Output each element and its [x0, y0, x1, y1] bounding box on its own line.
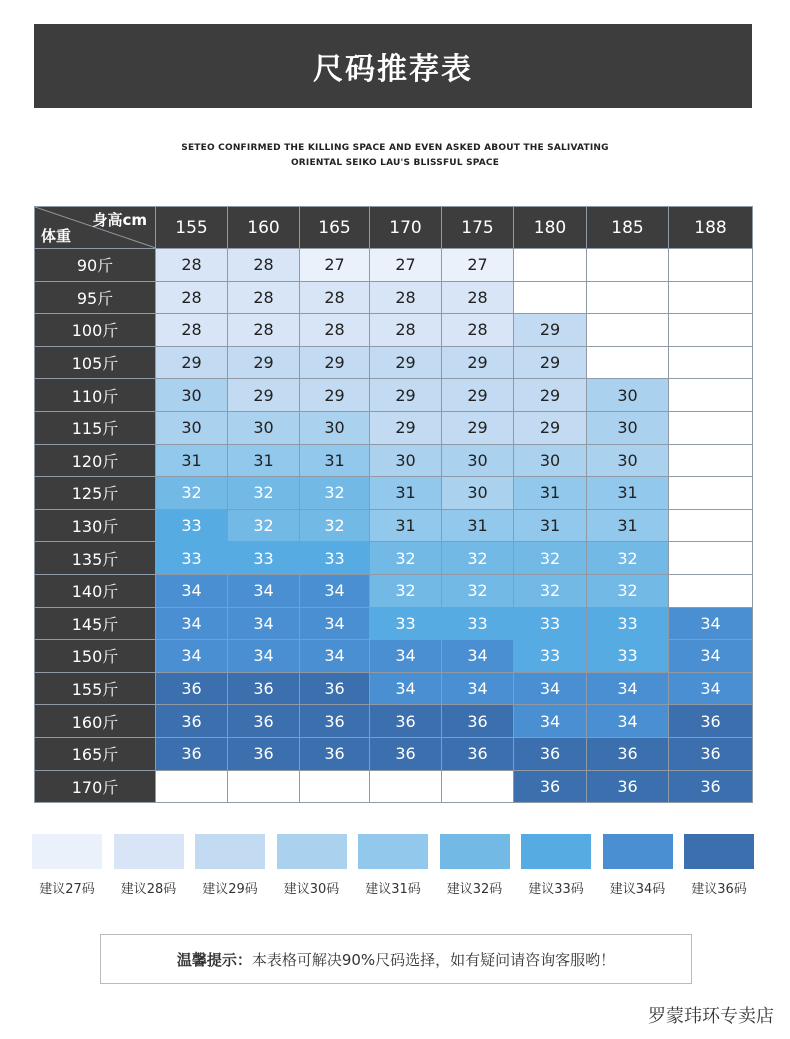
size-cell: 30: [156, 379, 228, 412]
size-cell: 34: [669, 672, 753, 705]
size-cell: [300, 770, 370, 803]
size-cell: 31: [587, 509, 669, 542]
legend-label: 建议27码: [39, 882, 95, 897]
table-row: [35, 411, 753, 444]
table-row: [35, 314, 753, 347]
size-cell: 33: [300, 542, 370, 575]
size-cell: 36: [228, 737, 300, 770]
size-cell: 29: [370, 411, 442, 444]
size-cell: 36: [156, 737, 228, 770]
legend-item: [440, 834, 510, 897]
size-cell: [669, 411, 753, 444]
table-row: [35, 640, 753, 673]
height-header-cell: 185: [587, 207, 669, 249]
size-cell: [669, 477, 753, 510]
size-cell: 34: [300, 640, 370, 673]
size-cell: [514, 249, 587, 282]
size-cell: [669, 444, 753, 477]
legend-item: [114, 834, 184, 897]
size-cell: 34: [228, 640, 300, 673]
size-cell: 29: [442, 411, 514, 444]
weight-header-cell: 165斤: [35, 737, 156, 770]
size-cell: 34: [300, 574, 370, 607]
size-cell: 28: [228, 249, 300, 282]
legend-label: 建议31码: [365, 882, 421, 897]
weight-header-cell: 130斤: [35, 509, 156, 542]
size-cell: 36: [228, 705, 300, 738]
legend-swatch: [440, 834, 510, 869]
size-cell: [669, 249, 753, 282]
size-cell: 29: [300, 346, 370, 379]
size-chart-table: [34, 206, 753, 803]
size-cell: 28: [370, 281, 442, 314]
weight-header-cell: 135斤: [35, 542, 156, 575]
legend-label: 建议36码: [691, 882, 747, 897]
shop-name: 罗蒙玮环专卖店: [648, 1006, 774, 1027]
height-header-cell: 155: [156, 207, 228, 249]
size-cell: 30: [300, 411, 370, 444]
height-header-cell: 175: [442, 207, 514, 249]
legend-label: 建议33码: [528, 882, 584, 897]
size-cell: 33: [514, 607, 587, 640]
size-cell: 32: [514, 574, 587, 607]
size-cell: 27: [442, 249, 514, 282]
size-cell: 30: [587, 411, 669, 444]
tip-prefix: 温馨提示：: [176, 950, 252, 969]
legend-swatch: [195, 834, 265, 869]
size-cell: 36: [156, 672, 228, 705]
size-cell: 36: [669, 737, 753, 770]
legend-swatch: [521, 834, 591, 869]
size-cell: [587, 314, 669, 347]
size-cell: 31: [300, 444, 370, 477]
table-row: [35, 770, 753, 803]
size-cell: 28: [300, 281, 370, 314]
height-header-row: [35, 207, 753, 249]
size-cell: 33: [587, 607, 669, 640]
tip-box: [100, 934, 692, 984]
weight-header-cell: 90斤: [35, 249, 156, 282]
size-cell: 32: [514, 542, 587, 575]
size-cell: 29: [228, 379, 300, 412]
size-cell: 33: [156, 509, 228, 542]
height-header-cell: 170: [370, 207, 442, 249]
legend-label: 建议29码: [202, 882, 258, 897]
size-cell: 31: [442, 509, 514, 542]
table-row: [35, 379, 753, 412]
table-row: [35, 477, 753, 510]
size-cell: [156, 770, 228, 803]
legend-swatch: [603, 834, 673, 869]
size-cell: 27: [370, 249, 442, 282]
table-row: [35, 346, 753, 379]
size-cell: [669, 281, 753, 314]
size-cell: 33: [370, 607, 442, 640]
size-cell: 36: [669, 770, 753, 803]
size-cell: 32: [156, 477, 228, 510]
size-cell: 30: [370, 444, 442, 477]
size-cell: 32: [587, 574, 669, 607]
size-cell: 28: [156, 249, 228, 282]
size-cell: 34: [587, 672, 669, 705]
weight-axis-label: 体重: [41, 227, 72, 245]
weight-header-cell: 115斤: [35, 411, 156, 444]
legend-item: [603, 834, 673, 897]
legend-item: [195, 834, 265, 897]
size-cell: 31: [370, 477, 442, 510]
size-cell: 29: [514, 346, 587, 379]
size-cell: 34: [514, 672, 587, 705]
legend-label: 建议28码: [120, 882, 177, 897]
size-cell: 29: [442, 379, 514, 412]
weight-header-cell: 110斤: [35, 379, 156, 412]
size-cell: 32: [370, 574, 442, 607]
legend-item: [358, 834, 428, 897]
size-cell: 29: [300, 379, 370, 412]
weight-header-cell: 145斤: [35, 607, 156, 640]
size-cell: 34: [669, 607, 753, 640]
size-cell: 33: [514, 640, 587, 673]
table-row: [35, 574, 753, 607]
weight-header-cell: 170斤: [35, 770, 156, 803]
size-cell: 36: [669, 705, 753, 738]
size-cell: 29: [370, 346, 442, 379]
size-cell: 33: [442, 607, 514, 640]
size-cell: 36: [370, 737, 442, 770]
size-cell: 32: [228, 477, 300, 510]
size-cell: [514, 281, 587, 314]
size-cell: 36: [228, 672, 300, 705]
legend-label: 建议34码: [609, 882, 666, 897]
subtitle-line-2: ORIENTAL SEIKO LAU'S BLISSFUL SPACE: [290, 158, 500, 168]
size-cell: [370, 770, 442, 803]
weight-header-cell: 105斤: [35, 346, 156, 379]
size-cell: 36: [514, 770, 587, 803]
size-cell: 30: [156, 411, 228, 444]
size-cell: 28: [156, 281, 228, 314]
height-header-cell: 188: [669, 207, 753, 249]
size-cell: 31: [228, 444, 300, 477]
size-cell: 30: [587, 379, 669, 412]
size-cell: 32: [300, 477, 370, 510]
size-cell: [669, 542, 753, 575]
weight-header-cell: 150斤: [35, 640, 156, 673]
legend-item: [32, 834, 102, 897]
size-cell: 28: [370, 314, 442, 347]
size-cell: 32: [370, 542, 442, 575]
size-cell: 36: [300, 737, 370, 770]
table-row: [35, 672, 753, 705]
table-row: [35, 705, 753, 738]
size-cell: 32: [442, 574, 514, 607]
table-row: [35, 509, 753, 542]
legend-item: [521, 834, 591, 897]
table-row: [35, 607, 753, 640]
size-cell: 31: [514, 477, 587, 510]
size-cell: 30: [514, 444, 587, 477]
weight-header-cell: 140斤: [35, 574, 156, 607]
size-cell: 32: [300, 509, 370, 542]
size-cell: 28: [156, 314, 228, 347]
size-cell: 32: [587, 542, 669, 575]
size-cell: 34: [587, 705, 669, 738]
size-cell: 36: [514, 737, 587, 770]
size-cell: 36: [300, 705, 370, 738]
size-cell: 36: [300, 672, 370, 705]
size-cell: 31: [156, 444, 228, 477]
table-row: [35, 281, 753, 314]
size-cell: 28: [228, 281, 300, 314]
weight-header-cell: 100斤: [35, 314, 156, 347]
size-cell: 27: [300, 249, 370, 282]
size-cell: 34: [228, 574, 300, 607]
size-cell: 33: [228, 542, 300, 575]
size-cell: 36: [442, 705, 514, 738]
legend-swatch: [277, 834, 347, 869]
height-axis-label: 身高cm: [92, 211, 147, 229]
size-cell: [669, 379, 753, 412]
legend-swatch: [114, 834, 184, 869]
size-chart-body: [35, 249, 753, 803]
size-cell: 32: [228, 509, 300, 542]
legend-label: 建议32码: [446, 882, 503, 897]
size-cell: 29: [514, 379, 587, 412]
legend-label: 建议30码: [283, 882, 340, 897]
size-cell: 28: [300, 314, 370, 347]
size-cell: 29: [370, 379, 442, 412]
size-cell: 36: [156, 705, 228, 738]
size-cell: 31: [370, 509, 442, 542]
size-cell: 29: [514, 411, 587, 444]
size-cell: [669, 314, 753, 347]
table-row: [35, 542, 753, 575]
height-header-cell: 160: [228, 207, 300, 249]
table-row: [35, 444, 753, 477]
size-cell: 29: [514, 314, 587, 347]
size-cell: 36: [370, 705, 442, 738]
size-cell: 34: [370, 672, 442, 705]
size-cell: 34: [442, 640, 514, 673]
size-cell: 33: [156, 542, 228, 575]
weight-header-cell: 120斤: [35, 444, 156, 477]
weight-header-cell: 125斤: [35, 477, 156, 510]
size-cell: 36: [587, 737, 669, 770]
size-cell: 34: [300, 607, 370, 640]
size-cell: 30: [228, 411, 300, 444]
size-cell: 29: [228, 346, 300, 379]
size-cell: 28: [228, 314, 300, 347]
size-cell: 34: [442, 672, 514, 705]
size-cell: 34: [370, 640, 442, 673]
size-cell: 34: [156, 607, 228, 640]
table-row: [35, 249, 753, 282]
size-cell: 33: [587, 640, 669, 673]
color-legend: [32, 834, 754, 897]
subtitle-line-1: SETEO CONFIRMED THE KILLING SPACE AND EVEN ASKED ABOUT THE SALIVATING: [181, 143, 609, 153]
size-cell: [669, 574, 753, 607]
size-cell: 32: [442, 542, 514, 575]
table-row: [35, 737, 753, 770]
tip-text: 本表格可解决90%尺码选择，如有疑问请咨询客服哟！: [251, 950, 616, 969]
size-cell: 34: [228, 607, 300, 640]
size-cell: 28: [442, 281, 514, 314]
size-cell: 29: [156, 346, 228, 379]
size-cell: 29: [442, 346, 514, 379]
height-header-cell: 165: [300, 207, 370, 249]
size-cell: 36: [442, 737, 514, 770]
size-cell: 31: [514, 509, 587, 542]
size-cell: 36: [587, 770, 669, 803]
size-cell: 30: [442, 444, 514, 477]
size-cell: [587, 281, 669, 314]
legend-item: [277, 834, 347, 897]
page-title: 尺码推荐表: [34, 24, 752, 108]
legend-swatch: [684, 834, 754, 869]
corner-header-cell: [35, 207, 156, 249]
size-cell: [669, 346, 753, 379]
size-cell: [228, 770, 300, 803]
weight-header-cell: 95斤: [35, 281, 156, 314]
weight-header-cell: 155斤: [35, 672, 156, 705]
size-cell: 34: [669, 640, 753, 673]
size-cell: 34: [514, 705, 587, 738]
size-cell: 34: [156, 640, 228, 673]
height-header-cell: 180: [514, 207, 587, 249]
size-cell: 28: [442, 314, 514, 347]
weight-header-cell: 160斤: [35, 705, 156, 738]
size-cell: [587, 249, 669, 282]
legend-swatch: [358, 834, 428, 869]
size-cell: 30: [587, 444, 669, 477]
size-cell: [669, 509, 753, 542]
size-cell: [587, 346, 669, 379]
size-cell: 30: [442, 477, 514, 510]
legend-swatch: [32, 834, 102, 869]
size-cell: 34: [156, 574, 228, 607]
size-cell: [442, 770, 514, 803]
legend-item: [684, 834, 754, 897]
size-cell: 31: [587, 477, 669, 510]
